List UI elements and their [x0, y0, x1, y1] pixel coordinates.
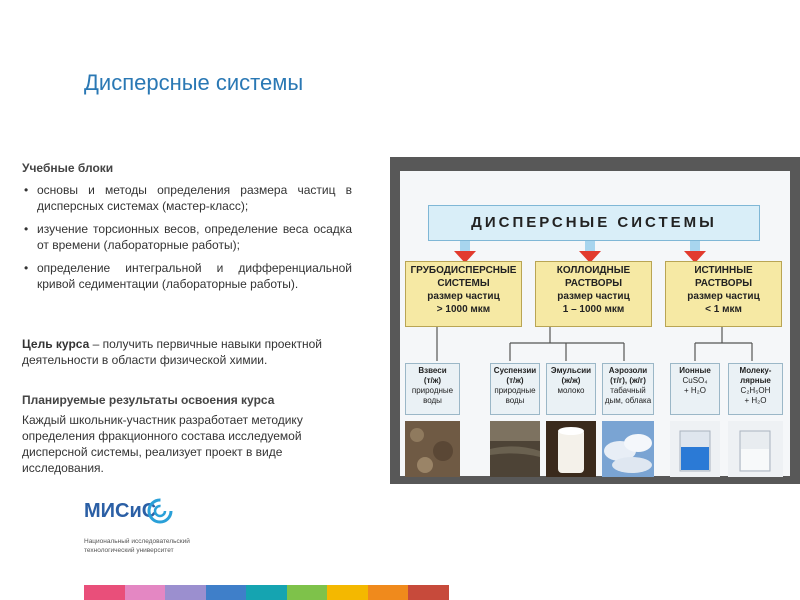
course-goal: [22, 336, 352, 368]
subtype-box: [670, 363, 720, 415]
figure-panel: [400, 171, 790, 476]
color-stripe: [84, 585, 125, 600]
goal-label: Цель курса: [22, 337, 90, 351]
blocks-list: [22, 182, 352, 292]
subtype-example: молоко: [557, 386, 585, 395]
subtype-phase: (ж/ж): [561, 376, 581, 385]
figure-header: ДИСПЕРСНЫЕ СИСТЕМЫ: [428, 205, 760, 241]
logo-subtitle-line: Национальный исследовательский: [84, 538, 190, 545]
results-text: Каждый школьник-участник разработает методику определения фракционного состава исследуемой дисперсной системы, реализует проект в виде исследования.: [22, 413, 303, 475]
logo-subtitle-line: технологический университет: [84, 547, 174, 554]
results-heading: Планируемые результаты освоения курса: [22, 393, 275, 407]
color-stripe: [287, 585, 328, 600]
subtype-phase: (т/ж): [423, 376, 442, 385]
subtype-box: [602, 363, 654, 415]
category-range: 1 – 1000 мкм: [562, 304, 625, 315]
subtype-example: воды: [505, 396, 525, 405]
color-stripe: [246, 585, 287, 600]
subtype-box: [546, 363, 596, 415]
page-title: Дисперсные системы: [84, 70, 304, 95]
category-name: СИСТЕМЫ: [437, 278, 490, 289]
color-stripe: [368, 585, 409, 600]
category-size-label: размер частиц: [427, 291, 500, 302]
subtype-name: Эмульсии: [550, 366, 592, 375]
logo-name: МИСиС: [84, 500, 157, 522]
category-true: [665, 261, 782, 327]
category-range: > 1000 мкм: [436, 304, 491, 315]
category-size-label: размер частиц: [687, 291, 760, 302]
subtype-box: [490, 363, 540, 415]
category-coarse: [405, 261, 522, 327]
category-range: < 1 мкм: [705, 304, 742, 315]
subtype-box: [405, 363, 460, 415]
category-size-label: размер частиц: [557, 291, 630, 302]
subtype-name: Ионные: [679, 366, 711, 375]
category-name: РАСТВОРЫ: [694, 278, 753, 289]
logo-mark-icon: [146, 496, 180, 526]
subtype-example: табачный: [610, 386, 646, 395]
subtype-formula: CuSO₄: [682, 376, 708, 385]
clouds-photo: [602, 421, 654, 477]
subtype-phase: (т/г), (ж/г): [610, 376, 646, 385]
suspension-water-photo: [405, 421, 460, 477]
color-stripe: [206, 585, 247, 600]
misis-logo: [84, 500, 190, 554]
list-item: • определение интегральной и дифференциальной кривой седиментации (лабораторные работы).: [22, 260, 352, 292]
logo-subtitle: [84, 537, 224, 555]
subtype-example: природные: [411, 386, 454, 395]
subtype-box: [728, 363, 783, 415]
copper-sulfate-beaker-photo: [670, 421, 720, 477]
content-column: [22, 160, 352, 476]
category-name: ИСТИННЫЕ: [694, 265, 753, 276]
category-name: ГРУБОДИСПЕРСНЫЕ: [410, 265, 517, 276]
color-stripe: [327, 585, 368, 600]
subtype-formula: + H₂O: [744, 396, 767, 405]
subtype-name: лярные: [740, 376, 771, 385]
blocks-heading: Учебные блоки: [22, 161, 114, 175]
subtype-phase: (т/ж): [506, 376, 524, 385]
list-item: • основы и методы определения размера частиц в дисперсных системах (мастер-класс);: [22, 182, 352, 214]
color-stripe: [165, 585, 206, 600]
subtype-example: природные: [494, 386, 536, 395]
subtype-formula: C₂H₅OH: [740, 386, 771, 395]
color-stripe: [408, 585, 449, 600]
subtype-formula: + H₂O: [684, 386, 706, 395]
subtype-example: дым, облака: [604, 396, 652, 405]
dispersed-systems-figure: [390, 157, 800, 484]
subtype-name: Взвеси: [418, 366, 447, 375]
subtype-name: Молеку-: [739, 366, 772, 375]
subtype-name: Аэрозоли: [608, 366, 648, 375]
category-name: РАСТВОРЫ: [564, 278, 623, 289]
category-name: КОЛЛОИДНЫЕ: [556, 265, 631, 276]
subtype-name: Суспензии: [493, 366, 537, 375]
ethanol-beaker-photo: [728, 421, 783, 477]
natural-water-photo: [490, 421, 540, 477]
milk-photo: [546, 421, 596, 477]
list-item: • изучение торсионных весов, определение веса осадка от времени (лабораторные работы);: [22, 221, 352, 253]
subtype-example: воды: [423, 396, 442, 405]
color-stripe: [125, 585, 166, 600]
goal-text: – получить первичные навыки проектной деятельности в области физической химии.: [22, 337, 322, 367]
category-colloidal: [535, 261, 652, 327]
